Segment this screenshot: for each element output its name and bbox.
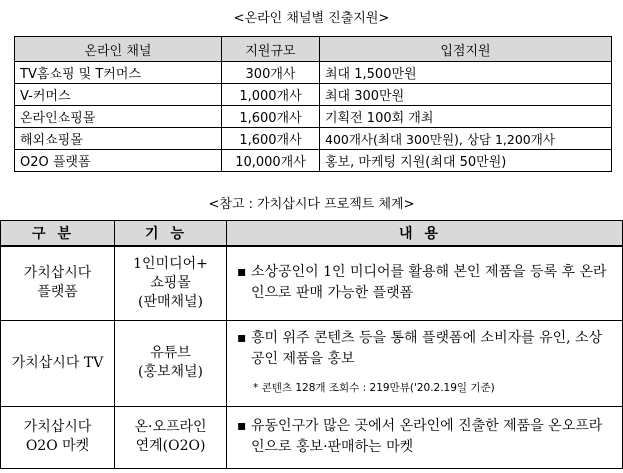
function-line: (홍보채널) [137, 364, 204, 380]
column-header: 온라인 채널 [15, 37, 222, 62]
content-text: 유동인구가 많은 곳에서 온라인에 진출한 제품을 온오프라인으로 홍보·판매하는 마켓 [251, 418, 603, 455]
function-cell [115, 246, 227, 320]
content-cell [227, 406, 623, 468]
scale-cell: 300개사 [222, 62, 320, 84]
table-row [15, 106, 612, 128]
table-row [1, 246, 623, 320]
table-row [15, 128, 612, 150]
table-row [1, 320, 623, 406]
square-bullet-icon: ▪ [237, 329, 247, 346]
name-cell [1, 320, 115, 406]
column-header: 입점지원 [320, 37, 612, 62]
name-line: O2O 마켓 [25, 438, 90, 454]
support-cell: 최대 300만원 [320, 84, 612, 106]
function-cell [115, 320, 227, 406]
name-cell [1, 246, 115, 320]
name-cell [1, 406, 115, 468]
support-cell: 기획전 100회 개최 [320, 106, 612, 128]
table-row [15, 62, 612, 84]
content-text: 소상공인이 1인 미디어를 활용해 본인 제품을 등록 후 온라인으로 판매 가능한 플랫폼 [251, 264, 607, 302]
column-header: 지원규모 [222, 37, 320, 62]
support-cell: 최대 1,500만원 [320, 62, 612, 84]
column-header: 기능 [115, 221, 227, 247]
table-header-row [15, 37, 612, 62]
column-header: 구분 [1, 221, 115, 247]
square-bullet-icon: ▪ [237, 264, 247, 281]
function-line: 온·오프라인 [134, 419, 207, 435]
square-bullet-icon: ▪ [237, 418, 247, 434]
name-line: 가치삽시다 [23, 419, 92, 435]
function-line: 쇼핑몰 [150, 274, 191, 291]
channel-cell: TV홈쇼핑 및 T커머스 [15, 62, 222, 84]
table-row [1, 406, 623, 468]
channel-cell: 온라인쇼핑몰 [15, 106, 222, 128]
function-cell [115, 406, 227, 468]
support-cell: 400개사(최대 300만원), 상담 1,200개사 [320, 128, 612, 150]
function-line: 연계(O2O) [135, 438, 206, 454]
scale-cell: 1,600개사 [222, 128, 320, 150]
name-line: 플랫폼 [37, 284, 78, 301]
name-line: 가치삽시다 [23, 265, 92, 282]
channel-cell: O2O 플랫폼 [15, 150, 222, 172]
table-row [15, 150, 612, 172]
channel-cell: 해외쇼핑몰 [15, 128, 222, 150]
project-structure-table [0, 220, 623, 469]
table2-title: <참고 : 가치삽시다 프로젝트 체계> [208, 197, 415, 212]
function-line: 1인미디어+ [133, 255, 208, 272]
content-cell [227, 320, 623, 406]
column-header: 내용 [227, 221, 623, 247]
scale-cell: 1,600개사 [222, 106, 320, 128]
table-row [15, 84, 612, 106]
content-text: 흥미 위주 콘텐츠 등을 통해 플랫폼에 소비자를 유인, 소상공인 제품을 홍보 [251, 329, 603, 367]
channel-support-table [14, 36, 612, 172]
scale-cell: 10,000개사 [222, 150, 320, 172]
function-line: 유튜브 [150, 345, 191, 361]
table1-title: <온라인 채널별 진출지원> [233, 11, 390, 26]
scale-cell: 1,000개사 [222, 84, 320, 106]
content-cell [227, 246, 623, 320]
footnote: * 콘텐츠 128개 조회수 : 219만뷰('20.2.19일 기준) [253, 381, 495, 394]
function-line: (판매채널) [137, 293, 204, 310]
name-line: 가치삽시다 TV [11, 354, 104, 371]
channel-cell: V-커머스 [15, 84, 222, 106]
table-header-row [1, 221, 623, 247]
support-cell: 홍보, 마케팅 지원(최대 50만원) [320, 150, 612, 172]
